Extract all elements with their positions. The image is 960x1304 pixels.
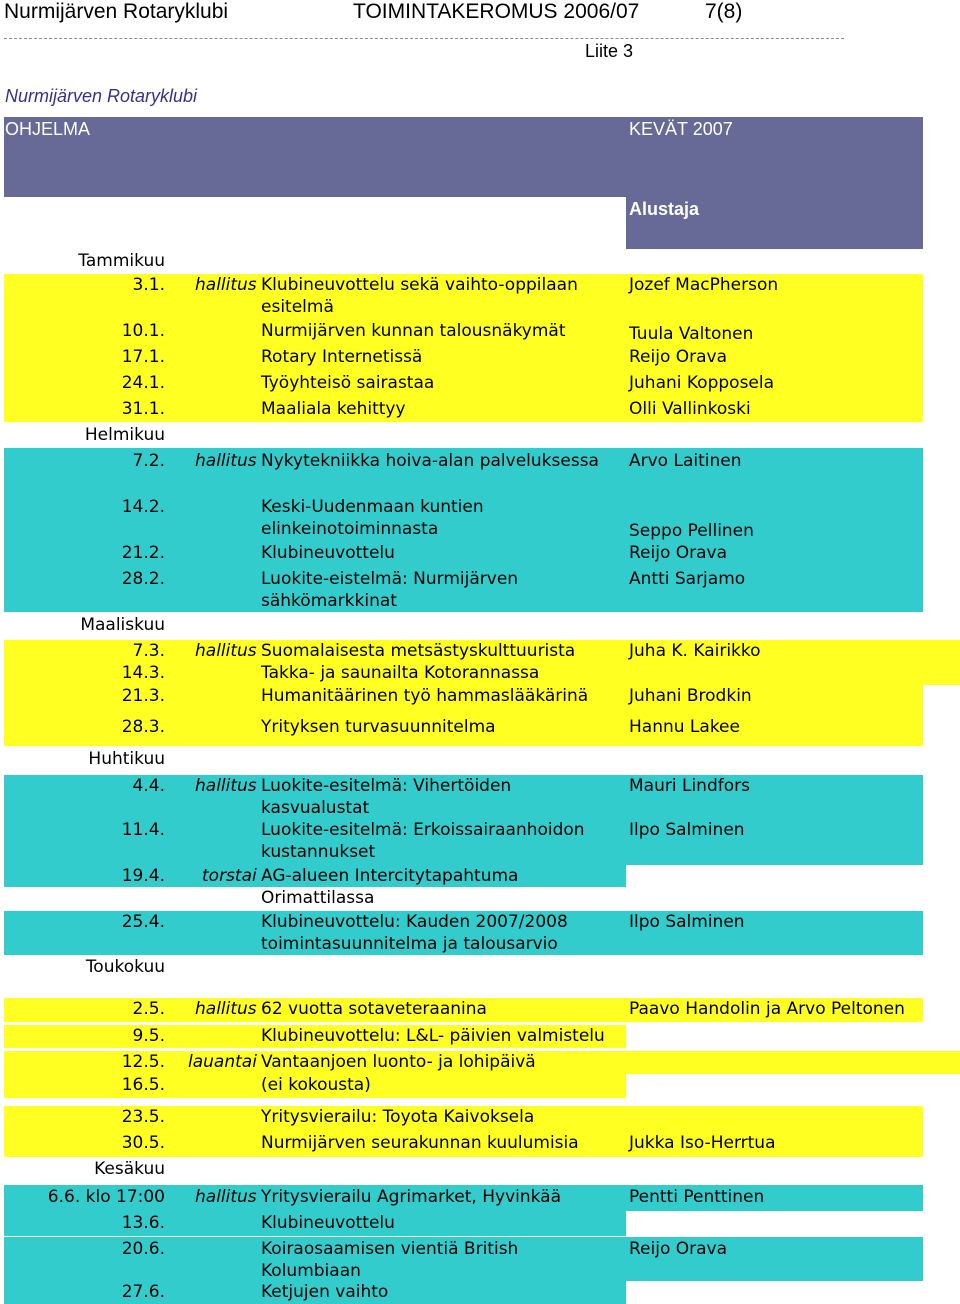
row-topic: Työyhteisö sairastaa — [261, 373, 435, 393]
row-host: Antti Sarjamo — [629, 569, 746, 589]
row-topic: Rotary Internetissä — [261, 347, 423, 367]
row-topic-line2: esitelmä — [261, 297, 334, 317]
row-date: 14.3. — [121, 663, 165, 683]
header-page-number: 7(8) — [705, 0, 743, 23]
row-topic: Vantaanjoen luonto- ja lohipäivä — [261, 1052, 536, 1072]
row-date: 9.5. — [132, 1026, 165, 1046]
row-host: Juhani Kopposela — [629, 373, 775, 393]
row-topic: Klubineuvottelu sekä vaihto-oppilaan — [261, 275, 578, 295]
row-topic: Luokite-esitelmä: Erkoissairaanhoidon — [261, 820, 585, 840]
attachment-label: Liite 3 — [585, 41, 634, 61]
row-host: Juha K. Kairikko — [629, 641, 761, 661]
row-topic: Nurmijärven kunnan talousnäkymät — [261, 321, 566, 341]
row-topic: (ei kokousta) — [261, 1075, 371, 1095]
row-host: Mauri Lindfors — [629, 776, 750, 796]
row-date: 6.6. klo 17:00 — [47, 1187, 165, 1207]
row-tag: hallitus — [195, 451, 257, 471]
row-host: Reijo Orava — [629, 347, 728, 367]
row-date: 21.2. — [121, 543, 165, 563]
row-date: 4.4. — [132, 776, 165, 796]
row-date: 27.6. — [121, 1282, 165, 1302]
row-topic-line2: kustannukset — [261, 842, 376, 862]
row-host: Seppo Pellinen — [629, 521, 754, 541]
row-topic-line2: toimintasuunnitelma ja talousarvio — [261, 934, 558, 954]
row-host: Tuula Valtonen — [629, 324, 754, 344]
row-date: 20.6. — [121, 1239, 165, 1259]
row-topic: Koiraosaamisen vientiä British — [261, 1239, 519, 1259]
row-topic: Klubineuvottelu: Kauden 2007/2008 — [261, 912, 568, 932]
row-date: 7.3. — [132, 641, 165, 661]
row-host: Jozef MacPherson — [629, 275, 779, 295]
row-date: 28.3. — [121, 717, 165, 737]
row-topic: Suomalaisesta metsästyskulttuurista — [261, 641, 576, 661]
row-topic: Klubineuvottelu — [261, 1213, 395, 1233]
row-topic: Ketjujen vaihto — [261, 1282, 389, 1302]
row-topic: AG-alueen Intercitytapahtuma — [261, 866, 519, 886]
row-tag: hallitus — [195, 1187, 257, 1207]
row-date: 19.4. — [121, 866, 165, 886]
row-host: Pentti Penttinen — [629, 1187, 765, 1207]
month-label: Tammikuu — [78, 251, 165, 271]
row-date: 10.1. — [121, 321, 165, 341]
row-date: 16.5. — [121, 1075, 165, 1095]
row-topic: Klubineuvottelu: L&L- päivien valmistelu — [261, 1026, 605, 1046]
row-host: Olli Vallinkoski — [629, 399, 751, 419]
row-topic-line2: kasvualustat — [261, 798, 370, 818]
row-topic: Yrityksen turvasuunnitelma — [261, 717, 496, 737]
row-host: Ilpo Salminen — [629, 912, 745, 932]
program-banner — [4, 117, 923, 197]
header-club: Nurmijärven Rotaryklubi — [4, 0, 229, 23]
month-label: Maaliskuu — [80, 615, 165, 635]
row-topic: Luokite-esitelmä: Vihertöiden — [261, 776, 512, 796]
row-topic: Keski-Uudenmaan kuntien — [261, 497, 484, 517]
row-host: Juhani Brodkin — [629, 686, 752, 706]
row-date: 12.5. — [121, 1052, 165, 1072]
row-date: 2.5. — [132, 999, 165, 1019]
program-title: OHJELMA — [5, 119, 91, 139]
row-date: 17.1. — [121, 347, 165, 367]
row-date: 13.6. — [121, 1213, 165, 1233]
host-column-header: Alustaja — [629, 199, 700, 219]
row-topic: Maaliala kehittyy — [261, 399, 406, 419]
month-label: Toukokuu — [85, 957, 165, 977]
row-date: 25.4. — [121, 912, 165, 932]
row-topic: Luokite-eistelmä: Nurmijärven — [261, 569, 519, 589]
row-date: 24.1. — [121, 373, 165, 393]
header-rule — [4, 38, 844, 39]
club-heading: Nurmijärven Rotaryklubi — [5, 86, 198, 106]
row-date: 14.2. — [121, 497, 165, 517]
row-date: 31.1. — [121, 399, 165, 419]
month-label: Kesäkuu — [94, 1159, 165, 1179]
row-topic-line2: Orimattilassa — [261, 888, 375, 908]
row-host: Ilpo Salminen — [629, 820, 745, 840]
row-topic: Klubineuvottelu — [261, 543, 395, 563]
row-host: Jukka Iso-Herrtua — [629, 1133, 776, 1153]
row-tag: hallitus — [195, 641, 257, 661]
row-host: Reijo Orava — [629, 543, 728, 563]
row-date: 7.2. — [132, 451, 165, 471]
row-date: 28.2. — [121, 569, 165, 589]
row-date: 30.5. — [121, 1133, 165, 1153]
row-topic: Nykytekniikka hoiva-alan palveluksessa — [261, 451, 599, 471]
row-topic: Nurmijärven seurakunnan kuulumisia — [261, 1133, 579, 1153]
row-host: Reijo Orava — [629, 1239, 728, 1259]
row-tag: torstai — [202, 866, 257, 886]
row-host: Arvo Laitinen — [629, 451, 742, 471]
month-label: Huhtikuu — [0, 749, 165, 771]
row-topic: Takka- ja saunailta Kotorannassa — [261, 663, 540, 683]
month-label: Helmikuu — [84, 425, 165, 445]
row-topic: 62 vuotta sotaveteraanina — [261, 999, 487, 1019]
row-topic: Yritysvierailu Agrimarket, Hyvinkää — [261, 1187, 562, 1207]
row-date: 23.5. — [121, 1107, 165, 1127]
row-date: 11.4. — [121, 820, 165, 840]
row-date: 3.1. — [132, 275, 165, 295]
row-tag: hallitus — [195, 275, 257, 295]
row-topic-line2: elinkeinotoiminnasta — [261, 519, 439, 539]
row-host: Paavo Handolin ja Arvo Peltonen — [629, 999, 905, 1019]
row-tag: hallitus — [195, 776, 257, 796]
row-tag: hallitus — [195, 999, 257, 1019]
row-host: Hannu Lakee — [629, 717, 740, 737]
row-topic: Yritysvierailu: Toyota Kaivoksela — [261, 1107, 535, 1127]
season-title: KEVÄT 2007 — [629, 119, 733, 139]
row-topic-line2: Kolumbiaan — [261, 1261, 361, 1281]
header-doc-title: TOIMINTAKEROMUS 2006/07 — [353, 0, 640, 23]
row-topic: Humanitäärinen työ hammaslääkärinä — [261, 686, 589, 706]
row-date: 21.3. — [121, 686, 165, 706]
row-topic-line2: sähkömarkkinat — [261, 591, 397, 611]
row-tag: lauantai — [188, 1052, 257, 1072]
